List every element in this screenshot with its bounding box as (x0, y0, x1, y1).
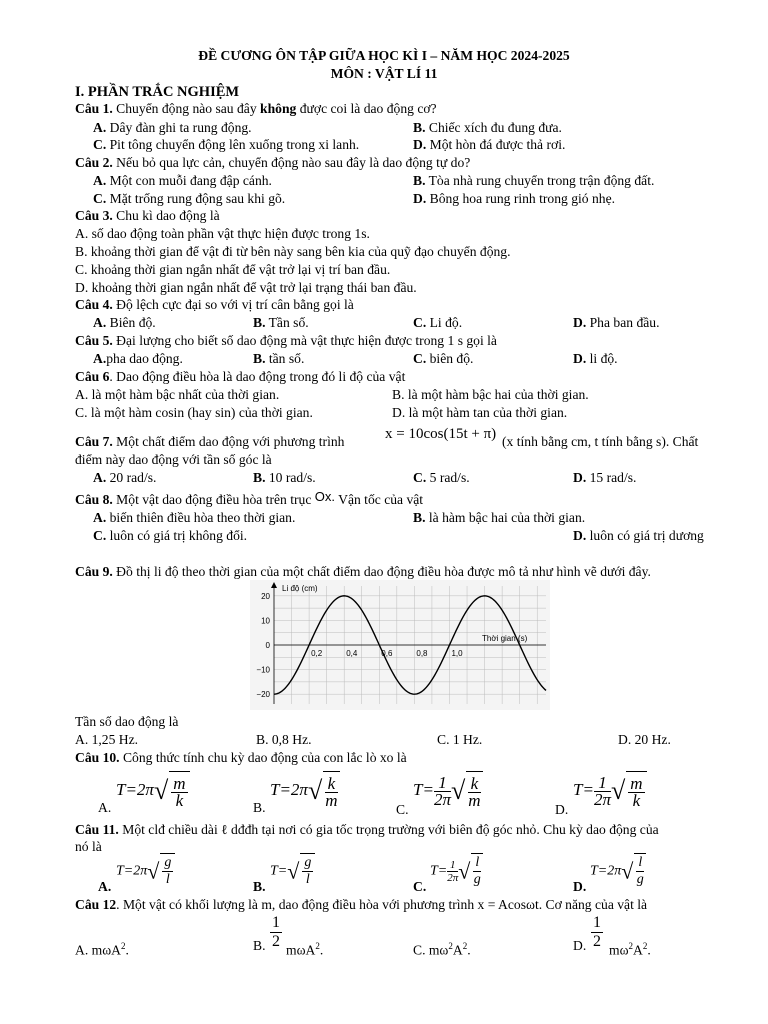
question-number: Câu 1. (75, 101, 113, 116)
q10-option-b-label: B. (253, 800, 266, 815)
q7-option-b: B. 10 rad/s. (253, 470, 316, 485)
question-text: Vận tốc của vật (334, 492, 424, 507)
q11-option-d-label: D. (573, 879, 587, 894)
chart-y-label: Li độ (cm) (282, 584, 318, 593)
question-number: Câu 8. (75, 492, 113, 507)
q4-option-b: B. Tần số. (253, 315, 309, 330)
q11-formula-a: T=2π√ $\frac{g}{l}$ (116, 853, 175, 890)
question-number: Câu 5. (75, 333, 113, 348)
section-title: I. PHẦN TRẮC NGHIỆM (75, 84, 240, 100)
question-number: Câu 12 (75, 897, 117, 912)
q7-text-tail: (x tính bằng cm, t tính bằng s). Chất (502, 434, 699, 449)
q7-option-a: A. 20 rad/s. (93, 470, 157, 485)
document-title: ĐỀ CƯƠNG ÔN TẬP GIỮA HỌC KÌ I – NĂM HỌC 2024-2025 (198, 48, 570, 63)
q5-option-b: B. tần số. (253, 351, 305, 366)
q12-option-b: mωA$^2$. (286, 941, 324, 958)
question-3 (75, 207, 220, 225)
question-text: Chuyển động nào sau đây (112, 101, 261, 116)
question-number: Câu 4. (75, 297, 113, 312)
y-tick-label: −10 (256, 665, 270, 675)
q5-option-c: C. biên độ. (413, 351, 474, 366)
x-tick-label: 0,6 (381, 649, 393, 658)
q11-option-b-label: B. (253, 879, 266, 894)
question-text: Một clđ chiều dài ℓ dđđh tại nơi có gia tốc trọng trường với biên độ góc nhỏ. Chu kỳ dao động của (118, 822, 659, 837)
axis-label: Ox. (314, 489, 335, 504)
question-number: Câu 10. (75, 750, 120, 765)
question-text: Đồ thị li độ theo thời gian của một chất điểm dao động điều hòa được mô tả như hình vẽ dưới đây. (112, 564, 651, 579)
q9-option-c: C. 1 Hz. (437, 732, 483, 747)
q3-option-d: D. khoảng thời gian ngắn nhất để vật trở lại trạng thái ban đầu. (75, 280, 417, 295)
q9-option-d: D. 20 Hz. (618, 732, 671, 747)
question-7 (75, 433, 344, 451)
q6-option-a: A. là một hàm bậc nhất của thời gian. (75, 387, 280, 402)
q3-option-c: C. khoảng thời gian ngắn nhất để vật trở lại vị trí ban đầu. (75, 262, 391, 277)
q7-equation: x = 10cos(15t + π) (385, 426, 497, 442)
question-11 (75, 821, 659, 839)
q11-formula-b: T=√ $\frac{g}{l}$ (270, 853, 315, 890)
q9-option-a: A. 1,25 Hz. (75, 732, 139, 747)
q10-formula-b: T=2π√ $\frac{k}{m}$ (270, 770, 340, 812)
q11-option-a-label: A. (98, 879, 112, 894)
q2-option-d: D. Bông hoa rung rinh trong gió nhẹ. (413, 191, 616, 206)
q7-text-line2: điểm này dao động với tần số góc là (75, 452, 272, 467)
x-tick-label: 0,4 (346, 649, 358, 658)
question-4 (75, 296, 354, 314)
q10-option-d-label: D. (555, 802, 569, 817)
q10-formula-c: T= $\frac{1}{2\pi}$ √ $\frac{k}{m}$ (413, 772, 481, 811)
q9-option-b: B. 0,8 Hz. (256, 732, 312, 747)
q4-option-a: A. Biên độ. (93, 315, 156, 330)
q2-option-b: B. Tòa nhà rung chuyển trong trận động đất. (413, 173, 655, 188)
question-text: . Dao động điều hòa là dao động trong đó li độ của vật (109, 369, 406, 384)
question-number: Câu 9. (75, 564, 113, 579)
q12-half-fraction-b: $\frac{1}{2}$ (272, 914, 280, 950)
question-8 (75, 491, 423, 509)
question-text: Chu kì dao động là (112, 208, 220, 223)
q10-option-c-label: C. (396, 802, 409, 817)
q1-option-b: B. Chiếc xích đu đung đưa. (413, 120, 562, 135)
question-12 (75, 896, 647, 914)
q1-option-a: A. Dây đàn ghi ta rung động. (93, 120, 252, 135)
question-text: được coi là dao động cơ? (296, 101, 437, 116)
question-number: Câu 11. (75, 822, 119, 837)
q8-option-d: D. luôn có giá trị dương (573, 528, 704, 543)
y-tick-label: 10 (261, 616, 270, 626)
q3-option-b: B. khoảng thời gian để vật đi từ bên này sang bên kia của quỹ đạo chuyển động. (75, 244, 511, 259)
question-2 (75, 154, 470, 172)
q3-option-a: A. số dao động toàn phần vật thực hiện được trong 1s. (75, 226, 370, 241)
question-number: Câu 6 (75, 369, 110, 384)
question-number: Câu 3. (75, 208, 113, 223)
chart-x-label: Thời gian (s) (482, 634, 528, 643)
q8-option-a: A. biến thiên điều hòa theo thời gian. (93, 510, 296, 525)
question-text: Một vật dao động điều hòa trên trục (112, 492, 315, 507)
question-text: Đại lượng cho biết số dao động mà vật thực hiện được trong 1 s gọi là (112, 333, 497, 348)
question-text: Một chất điểm dao động với phương trình (112, 434, 345, 449)
q10-option-a-label: A. (98, 800, 112, 815)
x-tick-label: 0,2 (311, 649, 323, 658)
question-5 (75, 332, 497, 350)
q12-option-b-label: B. (253, 938, 266, 953)
q12-option-d-label: D. (573, 938, 587, 953)
q10-formula-d: T= $\frac{1}{2\pi}$ √ $\frac{m}{k}$ (573, 770, 647, 812)
displacement-time-chart (250, 580, 550, 710)
question-text: Nếu bỏ qua lực cản, chuyển động nào sau đây là dao động tự do? (112, 155, 471, 170)
q8-option-c: C. luôn có giá trị không đổi. (93, 528, 248, 543)
y-tick-label: 20 (261, 591, 270, 601)
question-number: Câu 2. (75, 155, 113, 170)
question-6 (75, 368, 405, 386)
q12-option-d: $m\omega^2A^2$. (609, 941, 651, 958)
q11-text-line2: nó là (75, 839, 102, 854)
q2-option-c: C. Mặt trống rung động sau khi gõ. (93, 191, 286, 206)
q12-option-a: A. mωA$^2$. (75, 941, 129, 958)
q8-option-b: B. là hàm bậc hai của thời gian. (413, 510, 586, 525)
x-tick-label: 1,0 (451, 649, 463, 658)
q2-option-a: A. Một con muỗi đang đập cánh. (93, 173, 272, 188)
q9-prompt: Tần số dao động là (75, 714, 179, 729)
emphasis-text: không (260, 101, 297, 116)
question-text: . Một vật có khối lượng là m, dao động điều hòa với phương trình x = Acosωt. Cơ năng của vật là (116, 897, 648, 912)
q7-option-c: C. 5 rad/s. (413, 470, 470, 485)
q11-formula-c: T= $\frac{1}{2\pi}$ √ $\frac{l}{g}$ (430, 853, 483, 890)
q5-option-d: D. li độ. (573, 351, 618, 366)
question-10 (75, 749, 407, 767)
q1-option-d: D. Một hòn đá được thả rơi. (413, 137, 566, 152)
q1-option-c: C. Pit tông chuyển động lên xuống trong xi lanh. (93, 137, 360, 152)
q6-option-c: C. là một hàm cosin (hay sin) của thời gian. (75, 405, 313, 420)
y-tick-label: −20 (256, 690, 270, 700)
question-text: Độ lệch cực đại so với vị trí cân bằng gọi là (112, 297, 354, 312)
q4-option-d: D. Pha ban đầu. (573, 315, 660, 330)
q11-option-c-label: C. (413, 879, 427, 894)
question-number: Câu 7. (75, 434, 113, 449)
q10-formula-a: T=2π√ $\frac{m}{k}$ (116, 770, 190, 812)
q12-half-fraction-d: $\frac{1}{2}$ (593, 914, 601, 950)
q6-option-b: B. là một hàm bậc hai của thời gian. (392, 387, 589, 402)
q7-option-d: D. 15 rad/s. (573, 470, 637, 485)
q4-option-c: C. Li độ. (413, 315, 463, 330)
y-tick-label: 0 (265, 641, 270, 650)
q5-option-a: A.pha dao động. (93, 351, 183, 366)
q12-option-c: C. $m\omega^2A^2$. (413, 941, 471, 958)
q11-formula-d: T=2π√ $\frac{l}{g}$ (590, 853, 646, 890)
x-tick-label: 0,8 (416, 649, 428, 658)
question-9 (75, 563, 651, 581)
q6-option-d: D. là một hàm tan của thời gian. (392, 405, 568, 420)
subject-title: MÔN : VẬT LÍ 11 (330, 66, 438, 81)
question-text: Công thức tính chu kỳ dao động của con lắc lò xo là (119, 750, 407, 765)
question-1 (75, 100, 437, 118)
